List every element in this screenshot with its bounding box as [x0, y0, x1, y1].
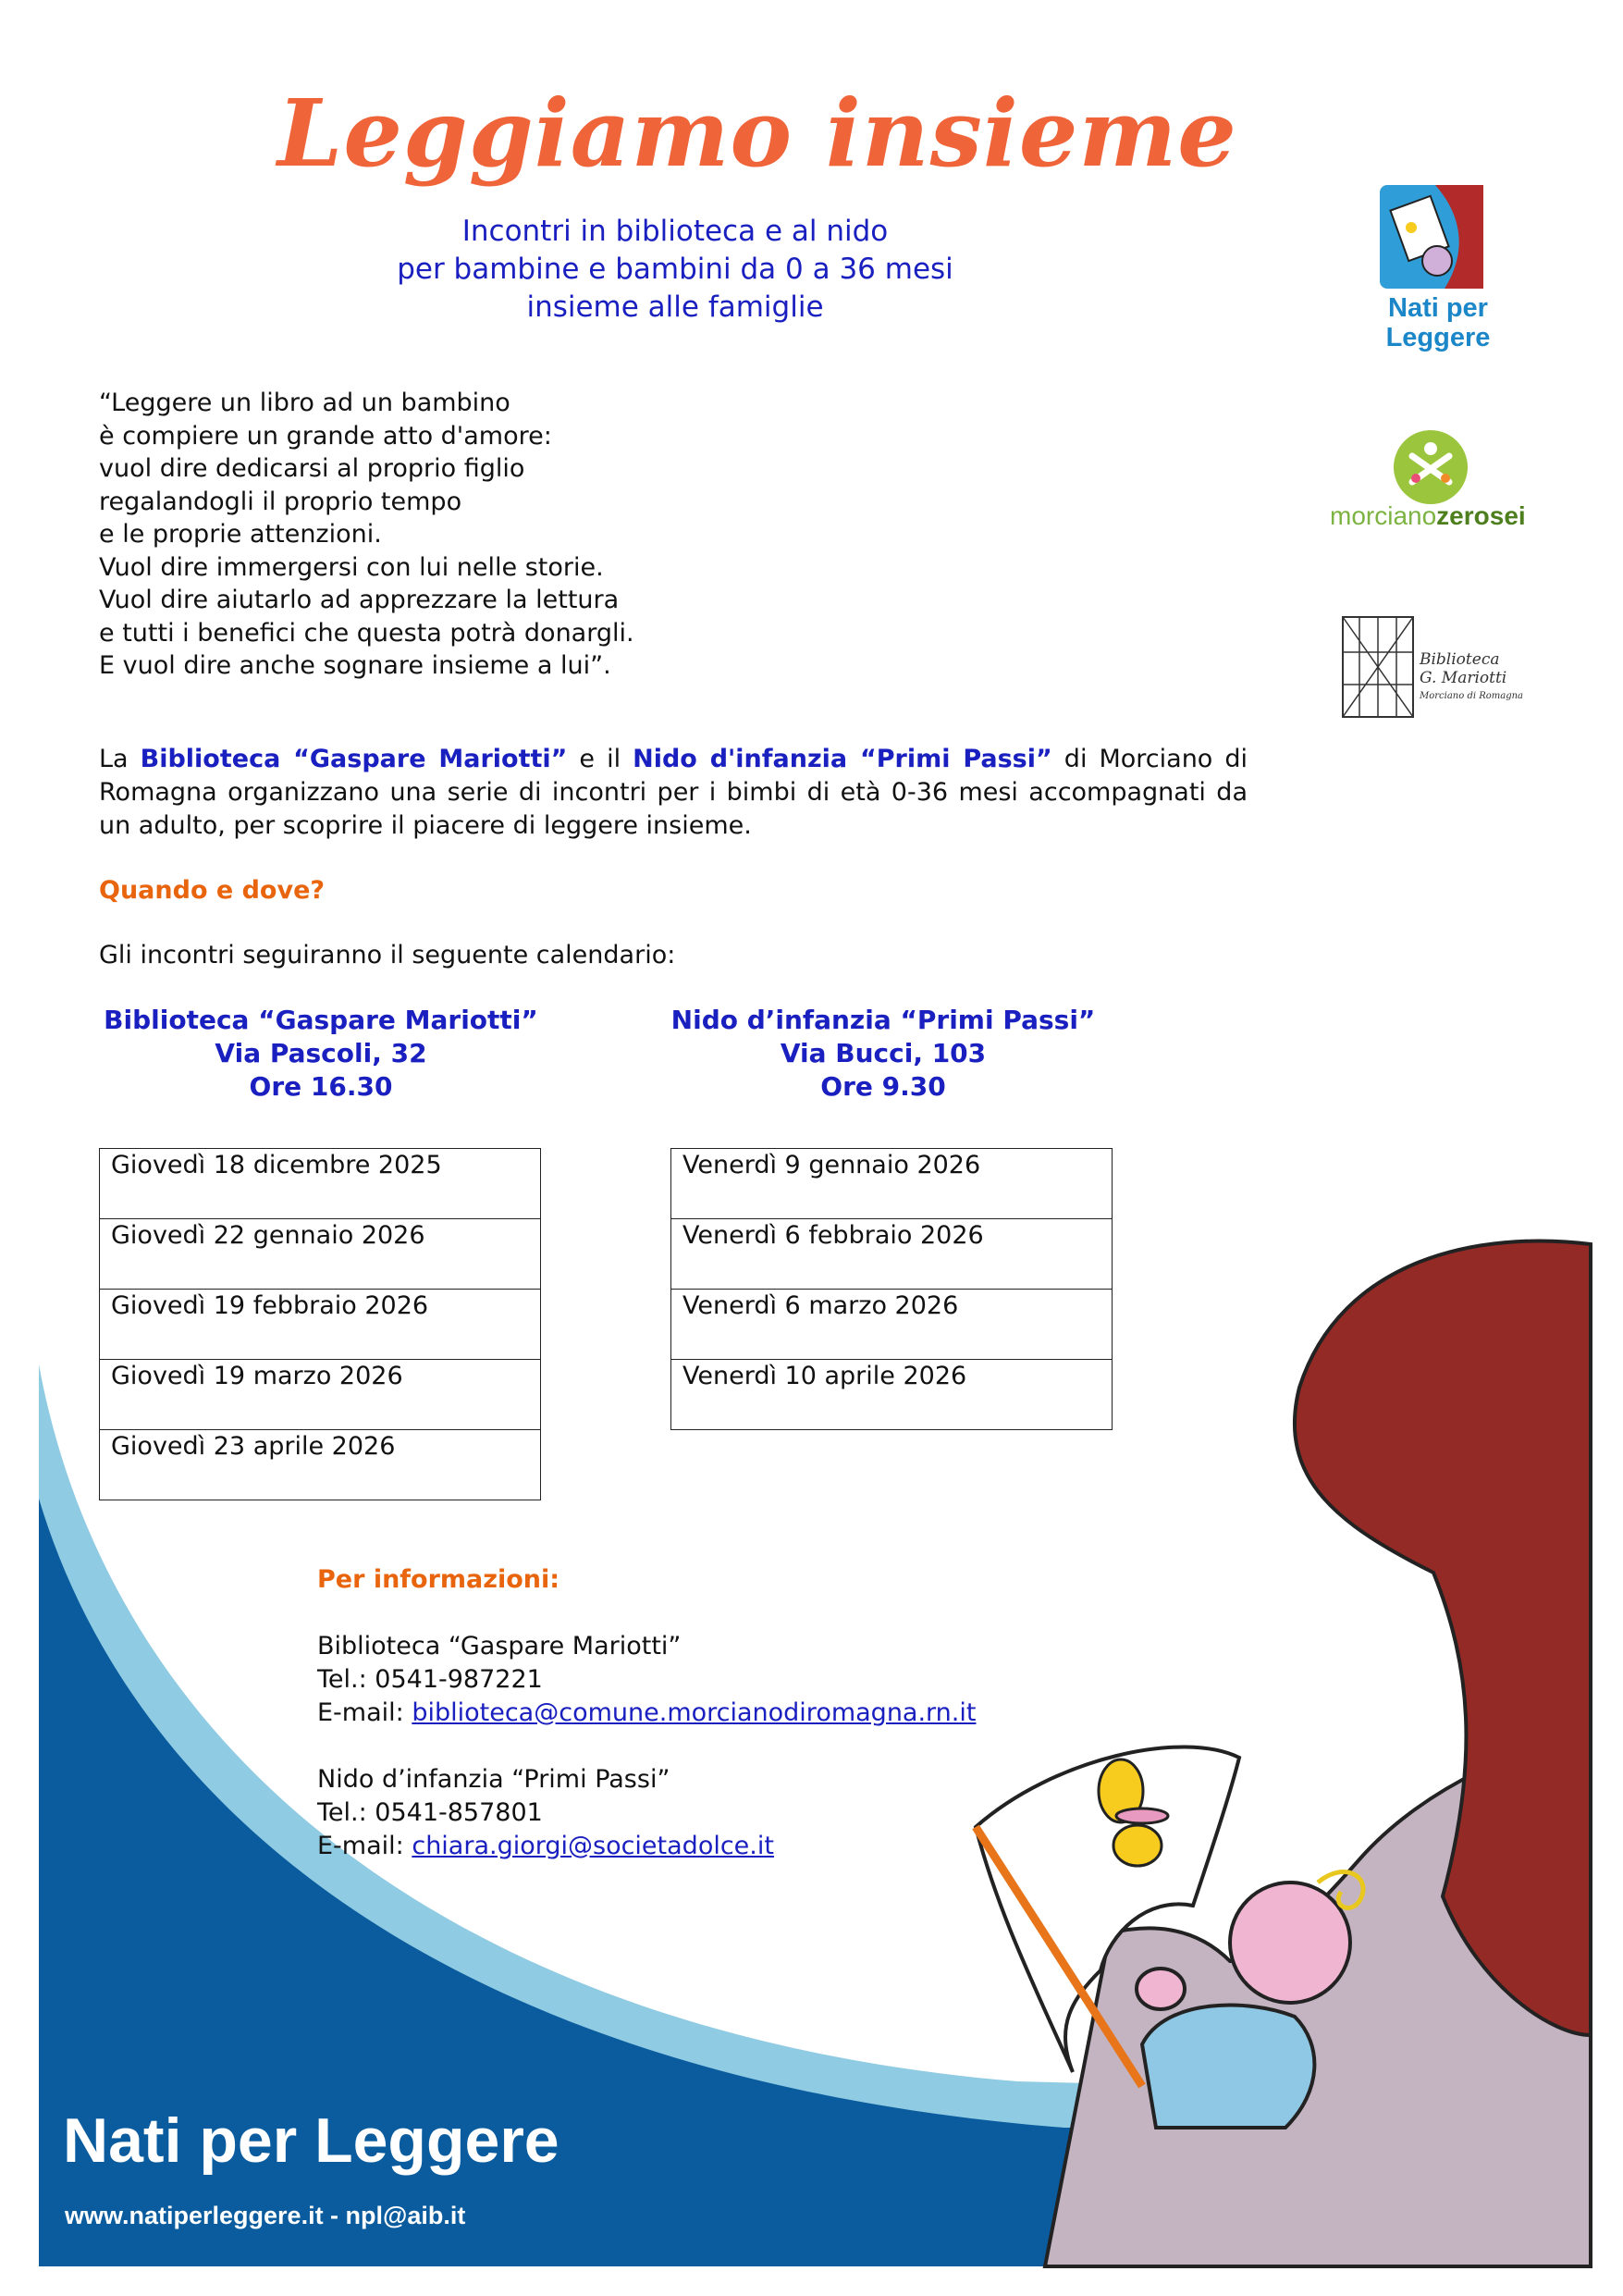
table-row — [671, 1219, 1113, 1290]
contact-email-row — [317, 1830, 976, 1863]
contact-tel: Tel.: 0541-857801 — [317, 1798, 543, 1827]
footer-title: Nati per Leggere — [63, 2105, 559, 2176]
contact-name: Nido d’infanzia “Primi Passi” — [317, 1765, 670, 1794]
intro-biblioteca-name: Biblioteca “Gaspare Mariotti” — [140, 745, 568, 773]
baby-body — [1142, 2006, 1314, 2128]
date-cell: Venerdì 9 gennaio 2026 — [671, 1149, 1113, 1219]
biblioteca-logo-icon — [1341, 615, 1415, 719]
quote-line: regalandogli il proprio tempo — [99, 487, 462, 516]
date-cell: Venerdì 6 marzo 2026 — [671, 1290, 1113, 1360]
quote-line: e tutti i benefici che questa potrà donargli. — [99, 618, 634, 648]
calendar-table-biblioteca — [99, 1148, 541, 1500]
butterfly-body — [1116, 1808, 1168, 1823]
quote — [99, 387, 634, 683]
quote-line: Vuol dire immergersi con lui nelle storie. — [99, 552, 604, 582]
biblioteca-logo-label — [1420, 650, 1523, 706]
table-row — [671, 1290, 1113, 1360]
butterfly-wing-bottom — [1113, 1825, 1162, 1866]
subtitle-line: Incontri in biblioteca e al nido — [461, 215, 889, 248]
venue-nido — [661, 1004, 1105, 1104]
quote-line: è compiere un grande atto d'amore: — [99, 421, 552, 451]
quote-line: “Leggere un libro ad un bambino — [99, 389, 510, 417]
npl-logo-text: Leggere — [1385, 323, 1491, 352]
date-cell: Giovedì 19 febbraio 2026 — [100, 1290, 541, 1360]
table-row — [100, 1219, 541, 1290]
npl-logo-icon — [1380, 185, 1483, 289]
intro-text: di Morciano di Romagna organizzano una serie di incontri per i bimbi di età 0-36 mesi accompagnati da un adulto, per scoprire il piacere di leggere insieme. — [99, 745, 1248, 840]
venue-address: Via Pascoli, 32 — [215, 1038, 427, 1068]
quote-line: E vuol dire anche sognare insieme a lui”. — [99, 651, 611, 680]
intro-text: e il — [567, 745, 633, 773]
date-cell: Giovedì 22 gennaio 2026 — [100, 1219, 541, 1290]
quote-line: Vuol dire aiutarlo ad apprezzare la lettura — [99, 586, 620, 614]
table-row — [671, 1360, 1113, 1430]
intro-paragraph — [99, 743, 1248, 843]
biblioteca-logo-text: Biblioteca — [1420, 650, 1500, 669]
baby-head — [1230, 1882, 1350, 2003]
email-label: E-mail: — [317, 1698, 412, 1727]
venue-time: Ore 16.30 — [249, 1071, 393, 1102]
venue-biblioteca — [99, 1004, 543, 1104]
table-row — [100, 1149, 541, 1219]
page-title: Leggiamo insieme — [277, 79, 1237, 188]
date-cell: Giovedì 18 dicembre 2025 — [100, 1149, 541, 1219]
morciano-zerosei-logo — [1392, 428, 1469, 506]
table-row — [100, 1290, 541, 1360]
contact-name: Biblioteca “Gaspare Mariotti” — [317, 1632, 682, 1660]
biblioteca-logo — [1341, 615, 1415, 719]
subtitle — [277, 213, 1073, 327]
date-cell: Giovedì 23 aprile 2026 — [100, 1430, 541, 1500]
zerosei-text-bold: zerosei — [1436, 501, 1526, 530]
table-row — [100, 1430, 541, 1500]
contact-tel: Tel.: 0541-987221 — [317, 1665, 543, 1694]
email-link-nido[interactable]: chiara.giorgi@societadolce.it — [412, 1832, 774, 1860]
calendar-table-nido — [670, 1148, 1113, 1430]
zerosei-logo-icon — [1392, 428, 1469, 506]
quote-line: vuol dire dedicarsi al proprio figlio — [99, 454, 525, 483]
calendar-intro: Gli incontri seguiranno il seguente calendario: — [99, 941, 676, 969]
quote-line: e le proprie attenzioni. — [99, 520, 382, 549]
info-heading: Per informazioni: — [317, 1565, 560, 1594]
email-link-biblioteca[interactable]: biblioteca@comune.morcianodiromagna.rn.it — [412, 1698, 977, 1727]
table-row — [100, 1360, 541, 1430]
zerosei-logo-label — [1330, 501, 1526, 531]
baby-hand — [1137, 1969, 1185, 2009]
info-section — [317, 1563, 976, 1863]
nati-per-leggere-logo — [1380, 185, 1483, 289]
intro-nido-name: Nido d'infanzia “Primi Passi” — [633, 745, 1052, 773]
subtitle-line: per bambine e bambini da 0 a 36 mesi — [397, 253, 953, 286]
venue-address: Via Bucci, 103 — [780, 1038, 987, 1068]
intro-text: La — [99, 745, 141, 773]
npl-logo-text: Nati per — [1388, 293, 1488, 323]
zerosei-text: morciano — [1330, 501, 1437, 530]
venue-time: Ore 9.30 — [820, 1071, 946, 1102]
table-row — [671, 1149, 1113, 1219]
date-cell: Venerdì 6 febbraio 2026 — [671, 1219, 1113, 1290]
biblioteca-logo-text: Morciano di Romagna — [1420, 691, 1524, 701]
venue-name: Nido d’infanzia “Primi Passi” — [670, 1005, 1096, 1035]
npl-logo-label — [1373, 293, 1503, 352]
footer-url: www.natiperleggere.it - npl@aib.it — [65, 2202, 466, 2229]
date-cell: Venerdì 10 aprile 2026 — [671, 1360, 1113, 1430]
subtitle-line: insieme alle famiglie — [526, 290, 824, 324]
contact-email-row — [317, 1697, 976, 1730]
email-label: E-mail: — [317, 1832, 412, 1860]
venue-name: Biblioteca “Gaspare Mariotti” — [104, 1005, 538, 1035]
when-heading: Quando e dove? — [99, 876, 326, 905]
date-cell: Giovedì 19 marzo 2026 — [100, 1360, 541, 1430]
biblioteca-logo-text: G. Mariotti — [1420, 669, 1507, 687]
